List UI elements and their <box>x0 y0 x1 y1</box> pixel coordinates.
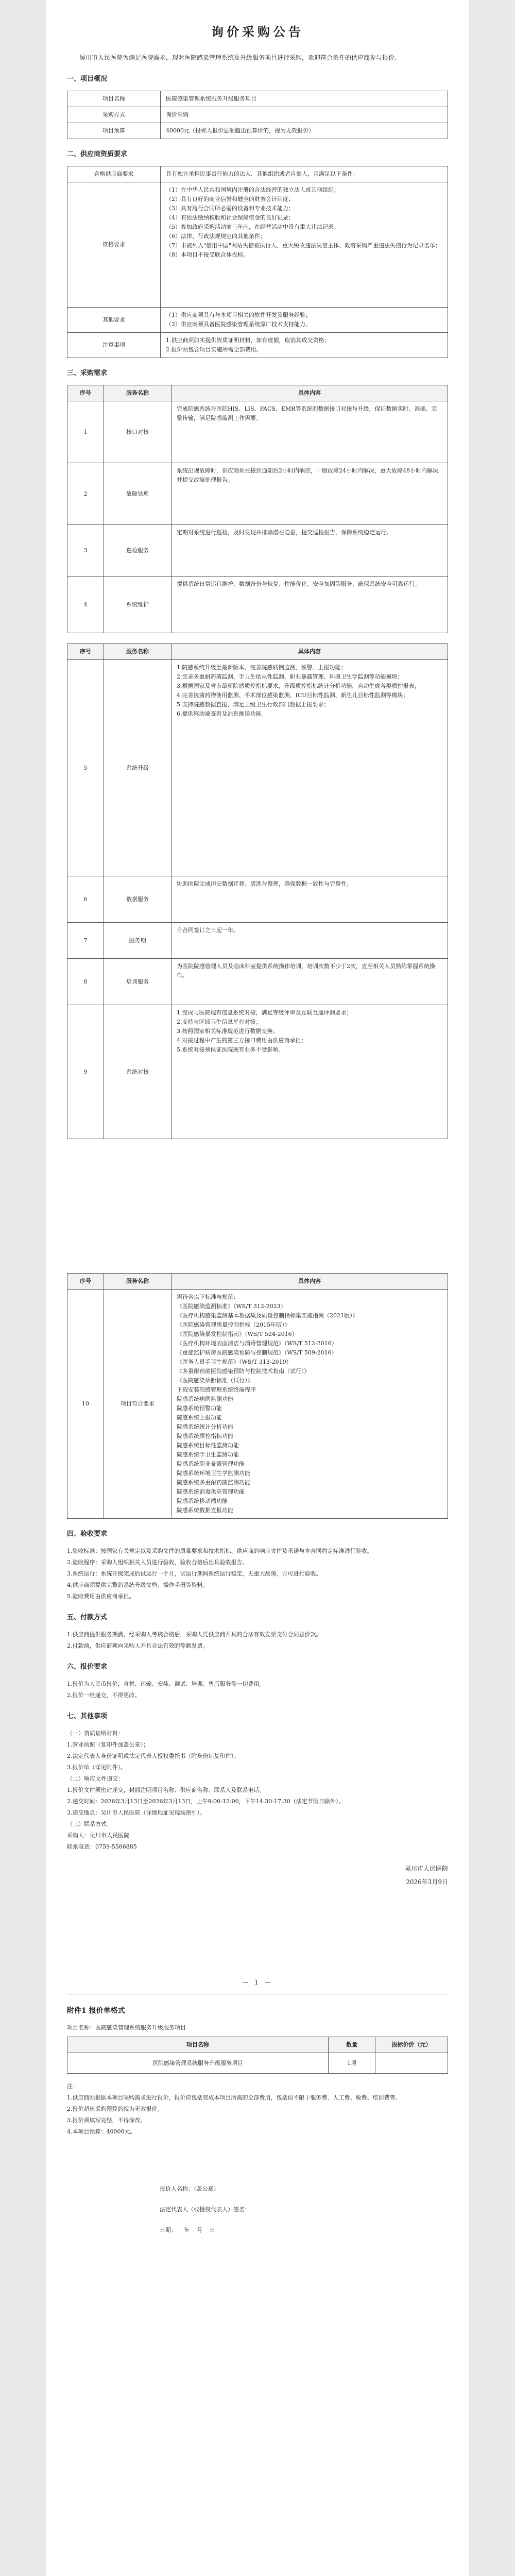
requirements-table-3 <box>67 1273 448 1519</box>
qual-value: （1）供应商须具有与本项目相关的软件开发及服务经验； （2）供应商须具备医院感染管理系统原厂技术支持能力。 <box>161 308 448 333</box>
qual-value: 具有独立承担民事责任能力的法人、其他组织或者自然人，且满足以下条件： <box>161 166 448 182</box>
req-no: 8 <box>67 959 104 1005</box>
section-other-text: （一）资质证明材料： 1.营业执照（复印件加盖公章）； 2.法定代表人身份证明或法定代表人授权委托书（附身份证复印件）； 3.报价单（详见附件）。 （二）响应文件递交： 1.报价文件须密封递交，封面注明项目名称、供应商名称、联系人及联系电话。 2.递交时间：2026年3月13日至2026年3月13日，上午9:00-12:00，下午14:30-17:30（法定节假日除外）。 3.递交地点：吴川市人民医院（详细地址见现场指引）。 （三）联系方式： 采购人：吴川市人民医院 联系电话：0759-5586885 <box>67 1730 345 1850</box>
col-header-service: 服务名称 <box>104 644 171 660</box>
req-content: 提供系统日常运行维护、数据备份与恢复、性能优化、安全加固等服务，确保系统安全可靠运行。 <box>171 577 448 633</box>
req-name: 项目符合要求 <box>104 1290 171 1519</box>
req-name: 巡检服务 <box>104 525 171 577</box>
req-name: 系统维护 <box>104 577 171 633</box>
section-acceptance-text: 1.验收标准：按国家有关规定以及采购文件的质量要求和技术指标、供应商的响应文件及承诺与本合同约定标准进行验收。 2.验收程序：采购人组织相关人员进行验收，验收合格后出具验收报告。 3.系统运行：系统升级完成后试运行一个月，试运行期间系统运行稳定，无重大故障，方可进行验收。 4.供应商须提供完整的系统升级文档、操作手册等资料。 5.验收费用由供应商承担。 <box>67 1548 373 1600</box>
col-header-no: 序号 <box>67 1274 104 1290</box>
quote-notes: 注： 1.供应商须根据本项目采购需求进行报价，报价应包括完成本项目所需的全部费用，包括但不限于服务费、人工费、税费、培训费等。 2.报价超出采购预算的视为无效报价。 3.报价须填写完整，不得涂改。 4.本项目预算：40000元。 <box>67 2083 401 2135</box>
signature-block <box>67 1862 448 1889</box>
req-name: 故障处理 <box>104 463 171 525</box>
attachment-title: 附件1 报价单格式 <box>67 2007 125 2015</box>
qual-key: 其他要求 <box>67 308 161 333</box>
col-header-content: 具体内容 <box>171 644 448 660</box>
signer-name: 吴川市人民医院 <box>404 1865 448 1872</box>
col-header-content: 具体内容 <box>171 385 448 401</box>
document-page <box>46 0 469 2576</box>
section-overview-title: 一、项目概况 <box>67 75 108 83</box>
overview-value: 医院感染管理系统服务升级服务项目 <box>161 91 448 107</box>
section-quote-title: 六、报价要求 <box>67 1663 108 1671</box>
qualification-table <box>67 166 448 358</box>
req-content: 需符合以下标准与规范： 《医院感染监测标准》（WS/T 312-2023） 《医疗机构感染监测基本数据集及质量控制指标集实施指南（2021版）》 《医院感染管理质量控制指标（2015年版）》 《医院感染暴发控制指南》（WS/T 524-2016） 《医疗机构环境表面清洁与消毒管理规范》（WS/T 512-2016） 《重症监护病房医院感染预防与控制规范》（WS/T 509-2016） 《医务人员手卫生规范》（WS/T 313-2019） 《多重耐药菌医院感染预防与控制技术指南（试行）》 《医院感染诊断标准（试行）》 下载安装院感管理系统终端程序 院感系统病例监测功能 院感系统预警功能 院感系统上报功能 院感系统统计分析功能 院感系统质控指标功能 院感系统目标性监测功能 院感系统手卫生监测功能 院感系统职业暴露管理功能 院感系统环境卫生学监测功能 院感系统多重耐药菌监测功能 院感系统消毒供应管理功能 院感系统移动端功能 院感系统数据直报功能 <box>171 1290 448 1519</box>
req-no: 2 <box>67 463 104 525</box>
requirements-table-2 <box>67 643 448 1139</box>
req-no: 10 <box>67 1290 104 1519</box>
section-quote-text: 1.报价为人民币报价，含税、运输、安装、调试、培训、售后服务等一切费用。 2.报价一经递交，不得更改。 <box>67 1681 265 1699</box>
notice-title: 询价采购公告 <box>211 24 304 39</box>
section-payment-title: 五、付款方式 <box>67 1614 108 1621</box>
col-header-service: 服务名称 <box>104 385 171 401</box>
col-header-no: 序号 <box>67 385 104 401</box>
req-no: 1 <box>67 401 104 463</box>
qual-key: 合格供应商要求 <box>67 166 161 182</box>
quote-header-qty: 数量 <box>329 2037 375 2053</box>
req-content: 完成院感系统与医院HIS、LIS、PACS、EMR等系统的数据接口对接与升级，保证数据实时、准确、完整传输，满足院感监测工作需要。 <box>171 401 448 463</box>
req-name: 接口对接 <box>104 401 171 463</box>
req-name: 培训服务 <box>104 959 171 1005</box>
overview-key: 项目预算 <box>67 123 161 139</box>
section-requirements-title: 三、采购需求 <box>67 369 108 377</box>
req-no: 9 <box>67 1005 104 1139</box>
overview-value: 询价采购 <box>161 107 448 123</box>
req-content: 1.院感系统升级至最新版本，完善院感病例监测、预警、上报功能； 2.完善多重耐药菌监测、手卫生依从性监测、职业暴露管理、环境卫生学监测等功能模块； 3.根据国家及省市最新院感质控指标要求，升级质控指标统计分析功能，自动生成各类质控报表； 4.完善抗菌药物使用监测、手术部位感染监测、ICU目标性监测、新生儿目标性监测等模块； 5.支持院感数据直报，满足上级卫生行政部门数据上报要求； 6.提供移动端查看及消息推送功能。 <box>171 660 448 876</box>
quote-project-label: 项目名称：医院感染管理系统服务升级服务项目 <box>67 2024 186 2031</box>
overview-value: 40000元（投标人报价总额超出预算价的，视为无效报价） <box>161 123 448 139</box>
req-content: 系统出现故障时，供应商须在接到通知后2小时内响应，一般故障24小时内解决，重大故障48小时内解决并提交故障处理报告。 <box>171 463 448 525</box>
quote-item-qty: 1项 <box>329 2053 375 2074</box>
req-no: 6 <box>67 876 104 923</box>
qual-key: 资格要求 <box>67 182 161 308</box>
col-header-no: 序号 <box>67 644 104 660</box>
req-no: 5 <box>67 660 104 876</box>
signature-date: 2026年3月9日 <box>406 1878 448 1886</box>
req-no: 7 <box>67 923 104 959</box>
qual-value: 1.供应商须如实提供资质证明材料，如有虚假，取消其成交资格； 2.报价须包含项目实施所需全部费用。 <box>161 333 448 358</box>
page-number: — 1 — <box>242 1979 273 1986</box>
req-name: 服务期 <box>104 923 171 959</box>
notice-content <box>46 0 469 2261</box>
req-content: 为医院院感管理人员及临床科室提供系统操作培训，培训次数不少于2次，直至相关人员熟练掌握系统操作。 <box>171 959 448 1005</box>
quote-header-price: 投标价价（元） <box>375 2037 448 2053</box>
qual-value: （1）在中华人民共和国境内注册的合法经营的独立法人或其他组织； （2）具有良好的商业信誉和健全的财务会计制度； （3）具有履行合同所必需的设备和专业技术能力； （4）有依法缴纳税收和社会保障资金的良好记录； （5）参加政府采购活动前三年内，在经营活动中没有重大违法记录； （6）法律、行政法规规定的其他条件； （7）未被列入"信用中国"网站失信被执行人、重大税收违法失信主体、政府采购严重违法失信行为记录名单； （8）本项目不接受联合体投标。 <box>161 182 448 308</box>
req-name: 数据服务 <box>104 876 171 923</box>
quote-table <box>67 2037 448 2074</box>
req-no: 3 <box>67 525 104 577</box>
section-other-title: 七、其他事项 <box>67 1713 108 1720</box>
quote-item-name: 医院感染管理系统服务升级服务项目 <box>67 2053 329 2074</box>
col-header-service: 服务名称 <box>104 1274 171 1290</box>
notice-intro: 吴川市人民医院为满足医院需求，现对医院感染管理系统及升级服务项目进行采购，欢迎符合条件的供应商参与报价。 <box>79 54 401 61</box>
overview-key: 项目名称 <box>67 91 161 107</box>
req-no: 4 <box>67 577 104 633</box>
req-content: 定期对系统进行巡检，及时发现并排除潜在隐患，提交巡检报告，保障系统稳定运行。 <box>171 525 448 577</box>
quote-item-price[interactable] <box>375 2053 448 2074</box>
req-name: 系统对接 <box>104 1005 171 1139</box>
overview-table <box>67 91 448 139</box>
overview-key: 采购方式 <box>67 107 161 123</box>
section-acceptance-title: 四、验收要求 <box>67 1530 108 1538</box>
col-header-content: 具体内容 <box>171 1274 448 1290</box>
req-content: 自合同签订之日起一年。 <box>171 923 448 959</box>
req-content: 协助医院完成历史数据迁移、清洗与整理，确保数据一致性与完整性。 <box>171 876 448 923</box>
req-content: 1.完成与医院现有信息系统对接，满足等级评审及互联互通评测要求； 2.支持与区域卫生信息平台对接； 3.按照国家相关标准规范进行数据交换； 4.对接过程中产生的第三方接口费用由供应商承担； 5.系统对接须保证医院现有业务不受影响。 <box>171 1005 448 1139</box>
qual-key: 注意事项 <box>67 333 161 358</box>
section-qualification-title: 二、供应商资质要求 <box>67 150 128 158</box>
req-name: 系统升级 <box>104 660 171 876</box>
requirements-table-1 <box>67 385 448 633</box>
quote-sign-lines: 报价人名称：（盖公章） 法定代表人（或授权代表人）签名： 日期： 年 月 日 <box>160 2185 250 2233</box>
section-payment-text: 1.供应商提供服务期满，经采购人考核合格后，采购人凭供应商开具的合法有效发票支付合同总价款。 2.付款前，供应商须向采购人开具合法有效的等额发票。 <box>67 1631 322 1649</box>
quote-header-name: 项目名称 <box>67 2037 329 2053</box>
